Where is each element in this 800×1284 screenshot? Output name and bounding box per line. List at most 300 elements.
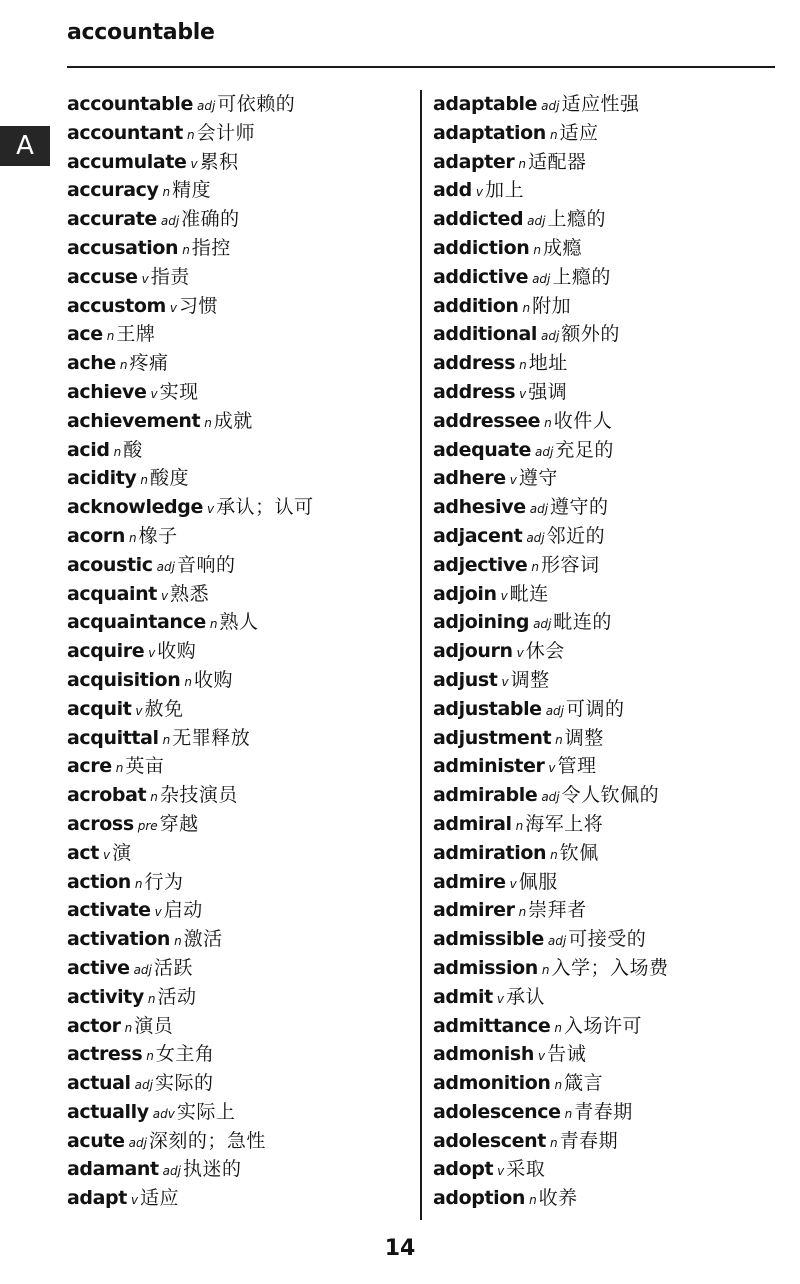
part-of-speech: n [134,876,143,891]
headword: acoustic [67,553,153,576]
headword: acquisition [67,668,181,691]
headword: adjoining [433,611,530,634]
translation: 加上 [484,179,524,202]
dictionary-entry [433,320,668,349]
dictionary-entry [67,810,314,839]
dictionary-entry [67,378,314,407]
translation: 额外的 [561,323,620,346]
part-of-speech: adv [152,1106,175,1121]
dictionary-entry [67,868,314,897]
translation: 精度 [172,179,212,202]
translation: 遵守 [518,467,558,490]
part-of-speech: n [106,329,115,344]
dictionary-entry [67,1127,314,1156]
part-of-speech: adj [162,1164,181,1179]
part-of-speech: n [129,530,137,545]
dictionary-entry [433,205,668,234]
headword: acquaint [67,582,157,605]
headword: acquit [67,697,132,720]
dictionary-entry [67,148,314,177]
headword: accustom [67,294,166,317]
part-of-speech: n [182,242,190,257]
headword: admonish [433,1043,534,1066]
translation: 英亩 [125,755,165,778]
translation: 上瘾的 [552,265,611,288]
headword: actor [67,1014,121,1037]
dictionary-entry [433,349,668,378]
part-of-speech: adj [160,214,180,229]
part-of-speech: v [148,646,156,661]
translation: 强调 [528,380,568,403]
dictionary-entry [67,90,314,119]
headword: adapt [67,1187,127,1210]
headword: act [67,841,99,864]
translation: 橡子 [138,524,178,547]
headword: ache [67,352,116,375]
headword: accumulate [67,150,187,173]
dictionary-entry [433,1184,668,1213]
dictionary-entry [67,551,314,580]
part-of-speech: n [531,559,539,574]
dictionary-entry [67,839,314,868]
dictionary-entry [67,1012,314,1041]
translation: 酸 [123,438,143,461]
headword: add [433,179,472,202]
translation: 采取 [506,1158,546,1181]
translation: 无罪释放 [172,726,251,749]
headword: adaptable [433,93,538,115]
dictionary-entry [433,781,668,810]
headword: admonition [433,1072,551,1095]
part-of-speech: n [533,242,541,257]
headword: adoption [433,1187,526,1210]
translation: 适应性强 [561,93,640,115]
page-number: 14 [384,1236,416,1261]
translation: 执迷的 [182,1158,242,1181]
translation: 适应 [559,121,599,144]
headword: acquire [67,640,145,663]
headword: adjust [433,668,498,691]
translation: 习惯 [179,294,219,317]
dictionary-entry [67,724,314,753]
dictionary-entry [67,176,314,205]
dictionary-entry [433,90,668,119]
dictionary-entry [433,608,668,637]
translation: 行为 [144,870,184,893]
part-of-speech: adj [541,99,560,113]
part-of-speech: n [150,790,158,805]
headword: across [67,812,134,835]
part-of-speech: v [519,386,527,401]
part-of-speech: n [554,1078,563,1093]
translation: 承认 [505,985,545,1008]
dictionary-entry [433,378,668,407]
headword: acid [67,438,110,461]
part-of-speech: adj [547,934,567,949]
part-of-speech: v [150,386,158,401]
translation: 附加 [532,294,572,317]
dictionary-entry [67,119,314,148]
headword: adhere [433,467,506,490]
dictionary-entry [67,925,314,954]
part-of-speech: adj [156,559,175,574]
headword: activation [67,928,171,951]
dictionary-entry [433,724,668,753]
part-of-speech: v [501,674,509,689]
headword: acknowledge [67,496,203,519]
translation: 熟悉 [170,582,210,605]
headword: adamant [67,1158,159,1181]
dictionary-entry [433,263,668,292]
translation: 上瘾的 [547,208,606,231]
dictionary-entry [67,752,314,781]
part-of-speech: n [555,732,563,747]
dictionary-entry [67,292,314,321]
headword: acrobat [67,784,147,807]
translation: 收养 [538,1187,578,1210]
dictionary-entry [67,464,314,493]
translation: 实际上 [176,1100,236,1123]
part-of-speech: adj [128,1135,147,1150]
dictionary-entry [433,148,668,177]
headword: accusation [67,236,179,259]
part-of-speech: v [537,1049,546,1064]
headword: admit [433,985,493,1008]
dictionary-entry [67,436,314,465]
translation: 成瘾 [542,236,582,259]
headword: ace [67,323,103,346]
part-of-speech: adj [541,329,560,344]
translation: 深刻的；急性 [148,1129,266,1152]
translation: 启动 [163,899,203,922]
translation: 适应 [140,1187,180,1210]
translation: 赦免 [144,697,184,720]
part-of-speech: n [518,905,527,920]
part-of-speech: n [209,617,218,632]
dictionary-entry [67,1040,314,1069]
headword: addiction [433,236,530,259]
part-of-speech: n [174,934,182,949]
headword: accurate [67,208,157,231]
translation: 指责 [150,265,190,288]
dictionary-entry [433,1040,668,1069]
part-of-speech: v [509,473,517,488]
headword: admission [433,956,538,979]
part-of-speech: n [522,300,531,315]
dictionary-entry [433,176,668,205]
dictionary-entry [433,580,668,609]
dictionary-entry [433,637,668,666]
translation: 调整 [564,726,604,749]
translation: 实现 [159,380,199,403]
dictionary-entry [433,666,668,695]
headword: acute [67,1129,125,1152]
dictionary-entry [433,1012,668,1041]
dictionary-entry [67,1069,314,1098]
headword: admirer [433,899,515,922]
headword: adjustment [433,726,552,749]
part-of-speech: n [544,415,552,430]
part-of-speech: adj [541,790,560,805]
headword: adequate [433,438,532,461]
part-of-speech: adj [526,530,545,545]
translation: 遵守的 [550,496,609,519]
headword: admire [433,870,506,893]
part-of-speech: v [102,847,111,862]
part-of-speech: adj [535,444,554,459]
headword: addition [433,294,519,317]
dictionary-entry [67,666,314,695]
letter-tab-label: A [16,131,34,161]
guide-word: accountable [67,20,215,45]
translation: 承认；认可 [216,496,314,519]
part-of-speech: n [113,444,122,459]
headword: administer [433,755,545,778]
part-of-speech: adj [529,502,549,517]
headword: adolescence [433,1100,561,1123]
dictionary-entry [67,1155,314,1184]
part-of-speech: n [541,962,550,977]
dictionary-entry [67,637,314,666]
translation: 毗连 [509,582,549,605]
part-of-speech: n [147,991,156,1006]
part-of-speech: n [119,358,128,373]
headword: additional [433,323,538,346]
part-of-speech: v [190,156,198,171]
dictionary-entry [67,580,314,609]
part-of-speech: n [115,761,124,776]
part-of-speech: v [169,300,178,315]
headword: action [67,870,131,893]
headword: accountant [67,121,183,144]
dictionary-entry [67,1184,314,1213]
headword: achieve [67,380,147,403]
part-of-speech: n [549,127,558,142]
part-of-speech: n [529,1193,537,1208]
part-of-speech: n [162,732,171,747]
translation: 收购 [157,640,197,663]
headword: accuse [67,265,138,288]
headword: addicted [433,208,524,231]
part-of-speech: n [550,847,558,862]
dictionary-entry [433,954,668,983]
headword: acquittal [67,726,159,749]
translation: 活动 [157,985,197,1008]
translation: 累积 [199,150,239,173]
translation: 告诫 [547,1043,587,1066]
translation: 可接受的 [568,928,647,951]
part-of-speech: n [549,1135,558,1150]
headword: adopt [433,1158,494,1181]
translation: 海军上将 [525,812,604,835]
part-of-speech: v [497,1164,505,1179]
part-of-speech: v [475,185,483,200]
part-of-speech: v [130,1193,139,1208]
translation: 钦佩 [559,841,599,864]
part-of-speech: adj [532,271,551,286]
translation: 毗连的 [553,611,612,634]
dictionary-entry [433,436,668,465]
dictionary-entry [67,349,314,378]
part-of-speech: v [548,761,556,776]
translation: 入学；入场费 [551,956,669,979]
part-of-speech: v [496,991,504,1006]
dictionary-entry [67,522,314,551]
translation: 可依赖的 [217,93,296,115]
translation: 形容词 [540,553,600,576]
part-of-speech: v [154,905,162,920]
translation: 指控 [191,236,231,259]
dictionary-entry [433,868,668,897]
translation: 演员 [134,1014,174,1037]
part-of-speech: adj [134,1078,153,1093]
part-of-speech: n [204,415,212,430]
headword: active [67,956,130,979]
right-column [433,90,668,1213]
headword: actually [67,1100,149,1123]
translation: 杂技演员 [159,784,238,807]
translation: 可调的 [566,697,625,720]
letter-tab [0,126,50,166]
translation: 调整 [510,668,550,691]
headword: adjourn [433,640,513,663]
part-of-speech: v [160,588,169,603]
part-of-speech: adj [545,703,564,718]
headword: adjoin [433,582,497,605]
dictionary-entry [433,119,668,148]
headword: accuracy [67,179,159,202]
part-of-speech: n [184,674,192,689]
part-of-speech: v [135,703,143,718]
headword: admiral [433,812,512,835]
dictionary-entry [67,983,314,1012]
translation: 箴言 [564,1072,604,1095]
dictionary-entry [433,1127,668,1156]
headword: acre [67,755,112,778]
part-of-speech: v [516,646,524,661]
headword: adapter [433,150,515,173]
part-of-speech: n [124,1020,133,1035]
translation: 崇拜者 [528,899,587,922]
part-of-speech: adj [527,214,546,229]
headword: addressee [433,409,541,432]
dictionary-entry [433,983,668,1012]
translation: 令人钦佩的 [561,784,660,807]
translation: 音响的 [176,553,236,576]
headword: admissible [433,928,544,951]
headword: achievement [67,409,201,432]
headword: addictive [433,265,529,288]
part-of-speech: n [518,156,526,171]
dictionary-entry [433,752,668,781]
part-of-speech: n [162,185,171,200]
translation: 穿越 [159,812,199,835]
part-of-speech: n [564,1106,573,1121]
dictionary-entry [433,407,668,436]
translation: 会计师 [196,121,256,144]
translation: 休会 [525,640,565,663]
headword: actual [67,1072,131,1095]
dictionary-entry [433,1098,668,1127]
dictionary-entry [67,320,314,349]
headword: acidity [67,467,137,490]
headword: address [433,380,516,403]
dictionary-entry [433,551,668,580]
dictionary-entry [433,292,668,321]
translation: 收购 [193,668,233,691]
dictionary-entry [433,1155,668,1184]
part-of-speech: n [146,1049,154,1064]
translation: 邻近的 [546,524,606,547]
translation: 王牌 [116,323,156,346]
headword: admittance [433,1014,551,1037]
dictionary-entry [433,234,668,263]
part-of-speech: adj [133,962,152,977]
translation: 演 [112,841,132,864]
dictionary-entry [67,263,314,292]
part-of-speech: n [186,127,195,142]
translation: 适配器 [528,150,587,173]
headword: activity [67,985,144,1008]
dictionary-entry [67,954,314,983]
dictionary-entry [67,695,314,724]
left-column [67,90,314,1213]
part-of-speech: v [500,588,508,603]
dictionary-entry [67,608,314,637]
part-of-speech: n [140,473,148,488]
headword: adaptation [433,121,546,144]
dictionary-entry [67,234,314,263]
translation: 疼痛 [129,352,169,375]
headword: adjective [433,553,528,576]
dictionary-entry [433,464,668,493]
dictionary-entry [67,407,314,436]
part-of-speech: n [515,818,524,833]
dictionary-entry [67,896,314,925]
translation: 青春期 [574,1100,633,1123]
dictionary-entry [67,493,314,522]
translation: 实际的 [154,1072,214,1095]
translation: 激活 [183,928,223,951]
headword: adjacent [433,524,523,547]
headword: address [433,352,516,375]
headword: admirable [433,784,538,807]
dictionary-entry [433,839,668,868]
translation: 准确的 [181,208,240,231]
headword: actress [67,1043,143,1066]
translation: 收件人 [553,409,613,432]
part-of-speech: adj [196,99,216,113]
dictionary-entry [433,925,668,954]
part-of-speech: v [206,502,215,517]
translation: 成就 [213,409,253,432]
dictionary-entry [67,781,314,810]
part-of-speech: n [519,358,527,373]
headword: activate [67,899,151,922]
headword: adhesive [433,496,526,519]
translation: 活跃 [153,956,193,979]
dictionary-entry [433,1069,668,1098]
dictionary-entry [433,810,668,839]
dictionary-entry [433,522,668,551]
headword: accountable [67,93,193,115]
translation: 入场许可 [564,1014,643,1037]
part-of-speech: v [141,271,149,286]
dictionary-entry [433,493,668,522]
translation: 酸度 [150,467,190,490]
part-of-speech: adj [533,617,552,632]
translation: 青春期 [559,1129,619,1152]
